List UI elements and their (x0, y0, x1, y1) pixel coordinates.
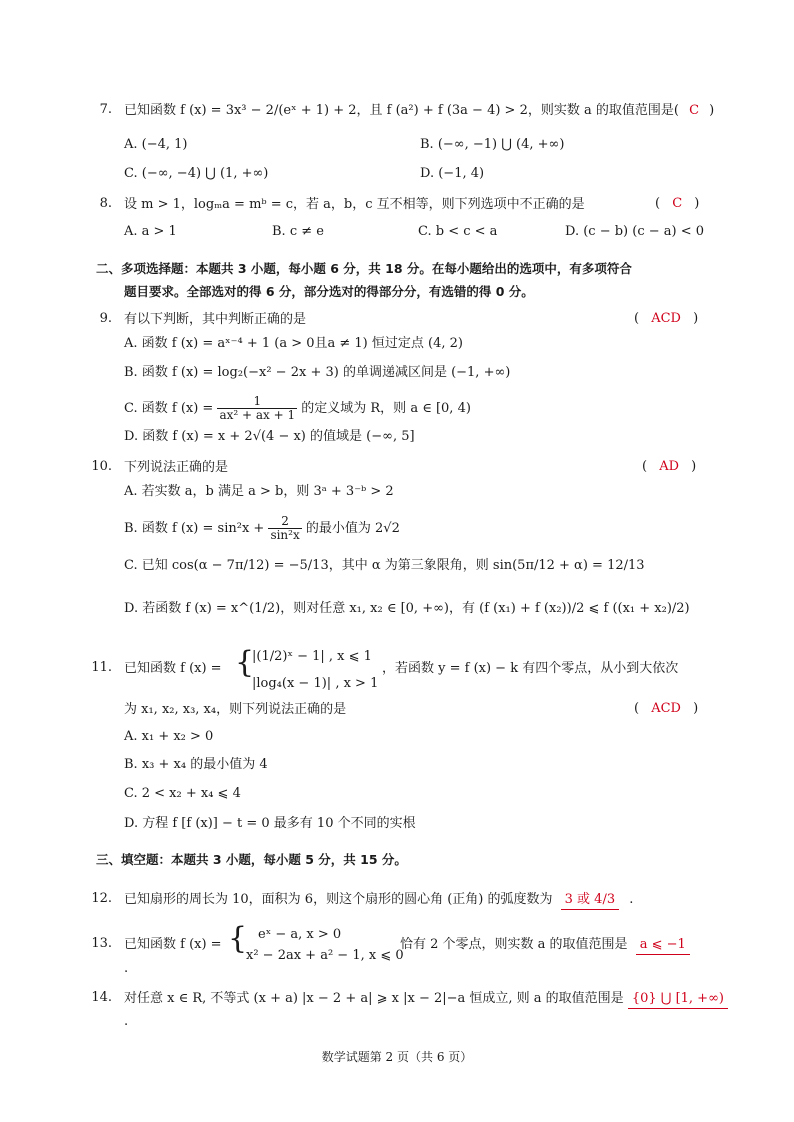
option-a: A. a > 1 (124, 224, 177, 239)
page-footer: 数学试题第 2 页（共 6 页） (321, 1050, 473, 1064)
question-stem: 有以下判断，其中判断正确的是 (124, 312, 307, 327)
numerator: 2 (268, 515, 301, 529)
answer: C (689, 103, 700, 118)
answer-paren: ( C ) (655, 196, 700, 211)
option-c: C. 2 < x₂ + x₄ ⩽ 4 (124, 786, 241, 801)
answer-blank: {0} ⋃ [1, +∞) (628, 990, 728, 1009)
stem-text: 恰有 2 个零点，则实数 a 的取值范围是 (400, 937, 628, 952)
section-heading: 二、多项选择题：本题共 3 小题，每小题 6 分，共 18 分。在每小题给出的选项中，有多项符合 (96, 261, 632, 276)
question-stem (124, 891, 633, 910)
option-c: C. b < c < a (418, 224, 498, 239)
option-a: A. 函数 f (x) = aˣ⁻⁴ + 1 (a > 0且a ≠ 1) 恒过定点 (4, 2) (124, 336, 463, 351)
stem-text: 已知扇形的周长为 10，面积为 6，则这个扇形的圆心角 (正角) 的弧度数为 (124, 892, 553, 907)
piecewise-case-2: x² − 2ax + a² − 1, x ⩽ 0 (246, 948, 404, 963)
section-heading-cont: 题目要求。全部选对的得 6 分，部分选对的得部分分，有选错的得 0 分。 (124, 284, 534, 299)
option-d: D. 函数 f (x) = x + 2√(4 − x) 的值域是 (−∞, 5] (124, 429, 415, 444)
question-number: 13. (91, 936, 112, 951)
answer-paren: ( ACD ) (634, 311, 699, 326)
piecewise-case-1: |(1/2)ˣ − 1| , x ⩽ 1 (252, 649, 372, 664)
question-stem: 设 m > 1，logₘa = mᵇ = c，若 a，b，c 互不相等，则下列选项中不正确的是 (124, 197, 585, 212)
option-a: A. 若实数 a，b 满足 a > b，则 3ᵃ + 3⁻ᵇ > 2 (124, 484, 394, 499)
answer-paren: ( AD ) (642, 459, 697, 474)
numerator: 1 (217, 395, 297, 409)
option-text: 的定义域为 R，则 a ∈ [0, 4) (301, 401, 471, 416)
question-number: 12. (91, 891, 112, 906)
option-d: D. 方程 f [f (x)] − t = 0 最多有 10 个不同的实根 (124, 816, 416, 831)
option-text: 的最小值为 2√2 (305, 521, 400, 536)
denominator: sin²x (270, 528, 300, 542)
question-stem-cont: ，若函数 y = f (x) − k 有四个零点，从小到大依次 (382, 661, 679, 676)
stem-text: 已知函数 f (x) = 3x³ − 2/(eˣ + 1) + 2，且 f (a²) + f (3a − 4) > 2，则实数 a 的取值范围是( (124, 103, 679, 118)
question-stem-cont (400, 936, 690, 955)
option-d: D. 若函数 f (x) = x^(1/2)，则对任意 x₁, x₂ ∈ [0, +∞)，有 (f (x₁) + f (x₂))/2 ⩽ f ((x₁ + x₂)/2) (124, 601, 690, 616)
fraction (268, 515, 301, 542)
period: . (629, 892, 634, 907)
option-a: A. x₁ + x₂ > 0 (124, 729, 214, 744)
question-number: 8. (99, 196, 112, 211)
answer-paren: ( ACD ) (634, 701, 699, 716)
piecewise-case-1: eˣ − a, x > 0 (258, 927, 342, 942)
answer: ACD (651, 701, 681, 716)
brace: { (235, 645, 255, 680)
option-a: A. (−4, 1) (124, 137, 188, 152)
question-stem (124, 990, 728, 1009)
question-number: 14. (91, 990, 112, 1005)
question-stem: 已知函数 f (x) = (124, 661, 222, 676)
period: . (124, 961, 129, 976)
stem-text: 对任意 x ∈ R, 不等式 (x + a) |x − 2 + a| ⩾ x |x − 2|−a 恒成立, 则 a 的取值范围是 (124, 991, 624, 1006)
section-heading: 三、填空题：本题共 3 小题，每小题 5 分，共 15 分。 (96, 852, 407, 867)
answer-blank: a ⩽ −1 (636, 936, 690, 955)
period: . (124, 1014, 129, 1029)
option-b: B. c ≠ e (272, 224, 324, 239)
question-number: 10. (91, 459, 112, 474)
denominator: ax² + ax + 1 (219, 408, 296, 422)
question-number: 9. (99, 311, 112, 326)
piecewise-case-2: |log₄(x − 1)| , x > 1 (252, 676, 379, 691)
option-c (124, 395, 471, 422)
option-b (124, 515, 400, 542)
option-b: B. x₃ + x₄ 的最小值为 4 (124, 757, 268, 772)
fraction (217, 395, 297, 422)
option-b: B. 函数 f (x) = log₂(−x² − 2x + 3) 的单调递减区间是 (−1, +∞) (124, 365, 511, 380)
option-text: C. 函数 f (x) = (124, 401, 214, 416)
question-stem-line2: 为 x₁, x₂, x₃, x₄，则下列说法正确的是 (124, 702, 347, 717)
answer: C (672, 196, 683, 211)
option-c: C. (−∞, −4) ⋃ (1, +∞) (124, 166, 269, 181)
option-text: B. 函数 f (x) = sin²x + (124, 521, 265, 536)
question-stem: 下列说法正确的是 (124, 460, 229, 475)
question-stem: 已知函数 f (x) = (124, 937, 222, 952)
brace: { (228, 921, 248, 956)
paren-close: ) (709, 103, 715, 118)
answer: ACD (651, 311, 681, 326)
answer-blank: 3 或 4/3 (561, 891, 619, 910)
answer: AD (659, 459, 680, 474)
option-c: C. 已知 cos(α − 7π/12) = −5/13，其中 α 为第三象限角，则 sin(5π/12 + α) = 12/13 (124, 558, 645, 573)
question-number: 7. (99, 102, 112, 117)
option-d: D. (−1, 4) (420, 166, 485, 181)
option-d: D. (c − b) (c − a) < 0 (565, 224, 705, 239)
question-number: 11. (91, 660, 112, 675)
question-stem (124, 102, 714, 120)
option-b: B. (−∞, −1) ⋃ (4, +∞) (420, 137, 565, 152)
